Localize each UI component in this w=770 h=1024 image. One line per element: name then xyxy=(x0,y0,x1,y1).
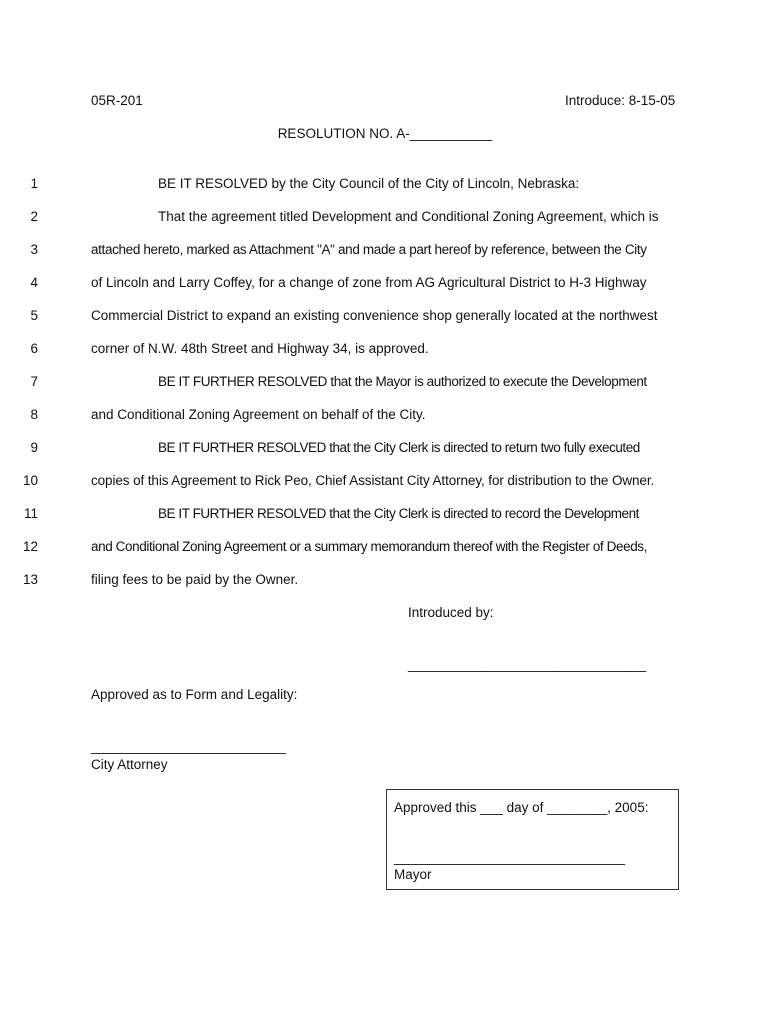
city-attorney-label: City Attorney xyxy=(91,757,168,772)
line-number: 12 xyxy=(22,539,38,554)
line-number: 1 xyxy=(30,176,38,191)
line-text: corner of N.W. 48th Street and Highway 34, is approved. xyxy=(91,341,429,356)
line-number: 7 xyxy=(30,374,38,389)
line-number: 13 xyxy=(22,572,38,587)
line-text: copies of this Agreement to Rick Peo, Chief Assistant City Attorney, for distribution to the Owner. xyxy=(91,473,655,488)
resolution-title: RESOLUTION NO. A-___________ xyxy=(277,126,493,141)
line-number: 11 xyxy=(23,506,38,521)
mayor-label: Mayor xyxy=(394,867,432,882)
approved-form-label: Approved as to Form and Legality: xyxy=(91,687,298,702)
line-number: 9 xyxy=(30,440,38,455)
line-text: filing fees to be paid by the Owner. xyxy=(91,572,299,587)
line-text: Commercial District to expand an existing convenience shop generally located at the northwest xyxy=(91,308,658,323)
line-number: 8 xyxy=(30,407,38,422)
line-number: 4 xyxy=(30,275,38,290)
mayor-approval-text: Approved this ___ day of ________, 2005: xyxy=(394,800,649,815)
line-number: 3 xyxy=(30,242,38,257)
mayor-approval-box xyxy=(386,789,679,890)
line-text: and Conditional Zoning Agreement or a summary memorandum thereof with the Register of Deeds, xyxy=(91,539,648,554)
line-text: BE IT FURTHER RESOLVED that the Mayor is authorized to execute the Development xyxy=(158,374,647,389)
line-text: and Conditional Zoning Agreement on behalf of the City. xyxy=(91,407,426,422)
line-number: 10 xyxy=(22,473,38,488)
line-number: 6 xyxy=(30,341,38,356)
line-text: That the agreement titled Development and Conditional Zoning Agreement, which is xyxy=(158,209,659,224)
introduced-by-label: Introduced by: xyxy=(408,605,494,620)
line-text: of Lincoln and Larry Coffey, for a change of zone from AG Agricultural District to H-3 Highway xyxy=(91,275,647,290)
introducer-signature-line: _________________________________ xyxy=(408,657,646,672)
line-text: BE IT FURTHER RESOLVED that the City Clerk is directed to record the Development xyxy=(158,506,639,521)
document-id: 05R-201 xyxy=(91,93,143,108)
line-number: 5 xyxy=(30,308,38,323)
line-text: attached hereto, marked as Attachment "A" and made a part hereof by reference, between the City xyxy=(91,242,647,257)
introduce-date: Introduce: 8-15-05 xyxy=(565,93,676,108)
attorney-signature-line: ___________________________ xyxy=(91,739,286,754)
line-number: 2 xyxy=(30,209,38,224)
line-text: BE IT RESOLVED by the City Council of the City of Lincoln, Nebraska: xyxy=(158,176,580,191)
line-text: BE IT FURTHER RESOLVED that the City Clerk is directed to return two fully executed xyxy=(158,440,640,455)
mayor-signature-line: ________________________________ xyxy=(394,850,625,865)
